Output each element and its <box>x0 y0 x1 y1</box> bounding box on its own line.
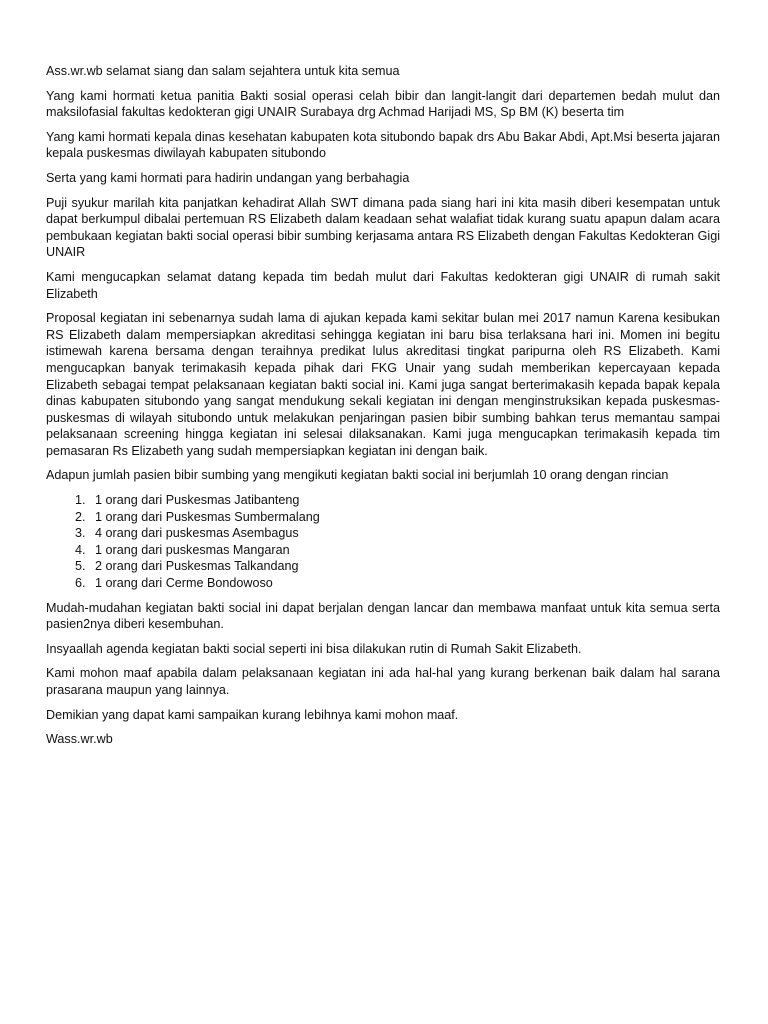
patient-list <box>46 492 720 592</box>
paragraph-hope: Mudah-mudahan kegiatan bakti social ini dapat berjalan dengan lancar dan membawa manfaat untuk kita semua serta pasien2nya diberi kesembuhan. <box>46 600 720 632</box>
paragraph-honor-health-office: Yang kami hormati kepala dinas kesehatan kabupaten kota situbondo bapak drs Abu Bakar Abdi, Apt.Msi beserta jajaran kepala puskesmas diwilayah kabupaten situbondo <box>46 129 720 161</box>
paragraph-apology: Kami mohon maaf apabila dalam pelaksanaan kegiatan ini ada hal-hal yang kurang berkenan baik dalam hal sarana prasarana maupun yang lainnya. <box>46 666 720 697</box>
list-item: 6. 1 orang dari Cerme Bondowoso <box>89 575 720 592</box>
paragraph-honor-guests: Serta yang kami hormati para hadirin undangan yang berbahagia <box>46 170 410 185</box>
paragraph-proposal: Proposal kegiatan ini sebenarnya sudah lama di ajukan kepada kami sekitar bulan mei 2017 namun Karena kesibukan RS Elizabeth dalam mempersiapkan akreditasi sehingga kegiatan ini baru bisa terlaksana hari ini. Momen ini begitu istimewah karena bersama dengan teraihnya predikat lulus akreditasi tingkat paripurna oleh RS Elizabeth. Kami mengucapkan banyak terimakasih kepada pihak dari FKG Unair yang sudah memberikan kepercayaan kepada Elizabeth sebagai tempat pelaksanaan kegiatan bakti social ini. Kami juga sangat berterimakasih kepada bapak kepala dinas kabupaten situbondo yang sangat mendukung sekali kegiatan ini dengan menginstruksikan kepada puskesmas-puskesmas di wilayah situbondo untuk melakukan penjaringan pasien bibir sumbing bahkan terus memantau sampai pelaksanaan screening hingga kegiatan ini selesai dilaksanakan. Kami juga mengucapkan terimakasih kepada tim pemasaran Rs Elizabeth yang sudah mempersiapkan kegiatan ini dengan baik. <box>46 311 720 458</box>
paragraph-patient-count: Adapun jumlah pasien bibir sumbing yang mengikuti kegiatan bakti social ini berjumlah 10 orang dengan rincian <box>46 468 669 483</box>
list-item: 3. 4 orang dari puskesmas Asembagus <box>89 525 720 542</box>
paragraph-gratitude: Puji syukur marilah kita panjatkan kehadirat Allah SWT dimana pada siang hari ini kita masih diberi kesempatan untuk dapat berkumpul dibalai pertemuan RS Elizabeth dalam keadaan sehat walafiat tidak kurang suatu apapun dalam acara pembukaan kegiatan bakti social operasi bibir sumbing kerjasama antara RS Elizabeth dengan Fakultas Kedokteran Gigi UNAIR <box>46 195 720 260</box>
paragraph-closing-remark: Demikian yang dapat kami sampaikan kurang lebihnya kami mohon maaf. <box>46 707 459 722</box>
paragraph-honor-committee: Yang kami hormati ketua panitia Bakti sosial operasi celah bibir dan langit-langit dari departemen bedah mulut dan maksilofasial fakultas kedokteran gigi UNAIR Surabaya drg Achmad Harijadi MS, Sp BM (K) beserta tim <box>46 88 720 120</box>
list-item: 2. 1 orang dari Puskesmas Sumbermalang <box>89 509 720 526</box>
list-item: 1. 1 orang dari Puskesmas Jatibanteng <box>89 492 720 509</box>
closing-salutation: Wass.wr.wb <box>46 732 113 747</box>
paragraph-routine: Insyaallah agenda kegiatan bakti social seperti ini bisa dilakukan rutin di Rumah Sakit Elizabeth. <box>46 641 582 656</box>
paragraph-welcome: Kami mengucapkan selamat datang kepada tim bedah mulut dari Fakultas kedokteran gigi UNAIR di rumah sakit Elizabeth <box>46 269 720 301</box>
list-item: 5. 2 orang dari Puskesmas Talkandang <box>89 558 720 575</box>
greeting: Ass.wr.wb selamat siang dan salam sejahtera untuk kita semua <box>46 64 400 78</box>
list-item: 4. 1 orang dari puskesmas Mangaran <box>89 542 720 559</box>
